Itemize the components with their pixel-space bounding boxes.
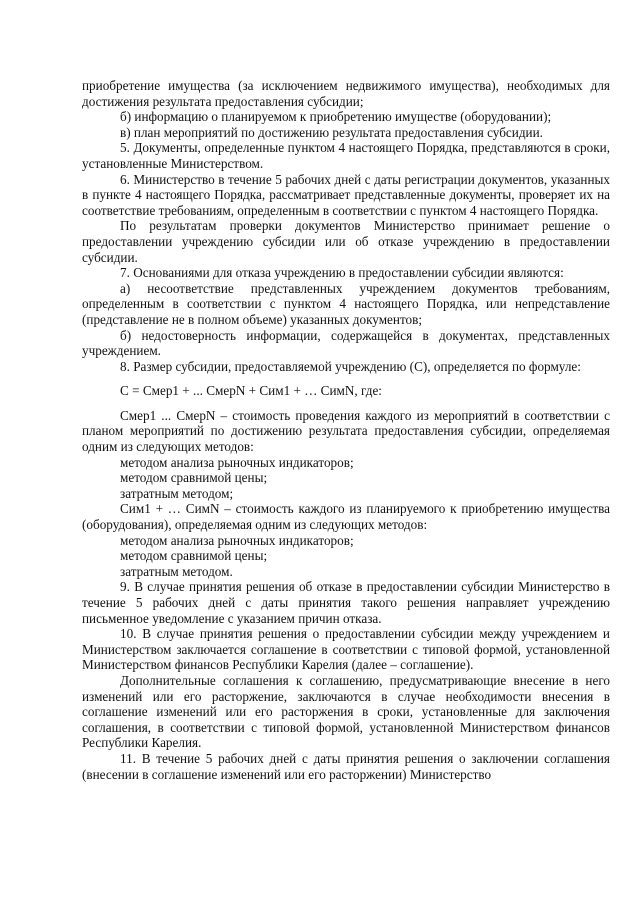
- paragraph-clause-11: 11. В течение 5 рабочих дней с даты принятия решения о заключении соглашения (внесении в соглашение изменений или его расторжении) Министерство: [82, 750, 610, 782]
- paragraph-clause-5: 5. Документы, определенные пунктом 4 настоящего Порядка, представляются в сроки, установленные Министерством.: [82, 140, 610, 171]
- paragraph-clause-9: 9. В случае принятия решения об отказе в предоставлении субсидии Министерство в течение 5 рабочих дней с даты принятия такого решения направляет учреждению письменное уведомление с указанием причин отказа.: [82, 579, 610, 626]
- paragraph-clause-10: 10. В случае принятия решения о предоставлении субсидии между учреждением и Министерством заключается соглашение в соответствии с типовой формой, установленной Министерством финансов Республики Карелия (далее – соглашение).: [82, 626, 610, 673]
- subsidy-formula: С = Смер1 + ... СмерN + Сим1 + … СимN, где:: [120, 383, 382, 399]
- paragraph-clause-8: 8. Размер субсидии, предоставляемой учреждению (С), определяется по формуле:: [120, 358, 581, 374]
- paragraph-method-cost: затратным методом;: [120, 485, 234, 501]
- paragraph-item-v-plan: в) план мероприятий по достижению результата предоставления субсидии.: [120, 124, 543, 140]
- paragraph-additional-agreements: Дополнительные соглашения к соглашению, предусматривающие внесение в него изменений или его расторжение, заключаются в случае необходимости внесения в соглашение изменений или его расторжения в сроки, установленные для заключения соглашения, в соответствии с типовой формой, установленной Министерством финансов Республики Карелия.: [82, 672, 610, 751]
- paragraph-method-cost-2: затратным методом.: [120, 563, 233, 579]
- paragraph-method-comparable: методом сравнимой цены;: [120, 470, 268, 486]
- paragraph-clause-6: 6. Министерство в течение 5 рабочих дней с даты регистрации документов, указанных в пункте 4 настоящего Порядка, рассматривает представленные документы, проверяет их на соответствие требованиям, определенным в соответствии с пунктом 4 настоящего Порядка.: [82, 171, 610, 218]
- paragraph-method-market-2: методом анализа рыночных индикаторов;: [120, 532, 354, 548]
- paragraph-refusal-a: а) несоответствие представленных учреждением документов требованиям, определенным в соответствии с пунктом 4 настоящего Порядка, или непредставление (представление не в полном объеме) указанных документов;: [82, 280, 610, 327]
- paragraph-refusal-b: б) недостоверность информации, содержащейся в документах, представленных учреждением.: [82, 327, 610, 359]
- paragraph-method-market: методом анализа рыночных индикаторов;: [120, 454, 354, 470]
- paragraph-check-results: По результатам проверки документов Министерство принимает решение о предоставлении учреждению субсидии или об отказе учреждению в предоставлении субсидии.: [82, 218, 610, 265]
- paragraph-item-b-info: б) информацию о планируемом к приобретению имуществе (оборудовании);: [120, 109, 552, 125]
- paragraph-smer-definition: Смер1 ... СмерN – стоимость проведения каждого из мероприятий в соответствии с планом мероприятий по достижению результата предоставления субсидии, определяемая одним из следующих методов:: [82, 407, 610, 455]
- paragraph-continuation: приобретение имущества (за исключением недвижимого имущества), необходимых для достижения результата предоставления субсидии;: [82, 78, 610, 109]
- paragraph-clause-7: 7. Основаниями для отказа учреждению в предоставлении субсидии являются:: [120, 265, 564, 281]
- paragraph-method-comparable-2: методом сравнимой цены;: [120, 548, 268, 564]
- paragraph-sim-definition: Сим1 + … СимN – стоимость каждого из планируемого к приобретению имущества (оборудования), определяемая одним из следующих методов:: [82, 501, 610, 533]
